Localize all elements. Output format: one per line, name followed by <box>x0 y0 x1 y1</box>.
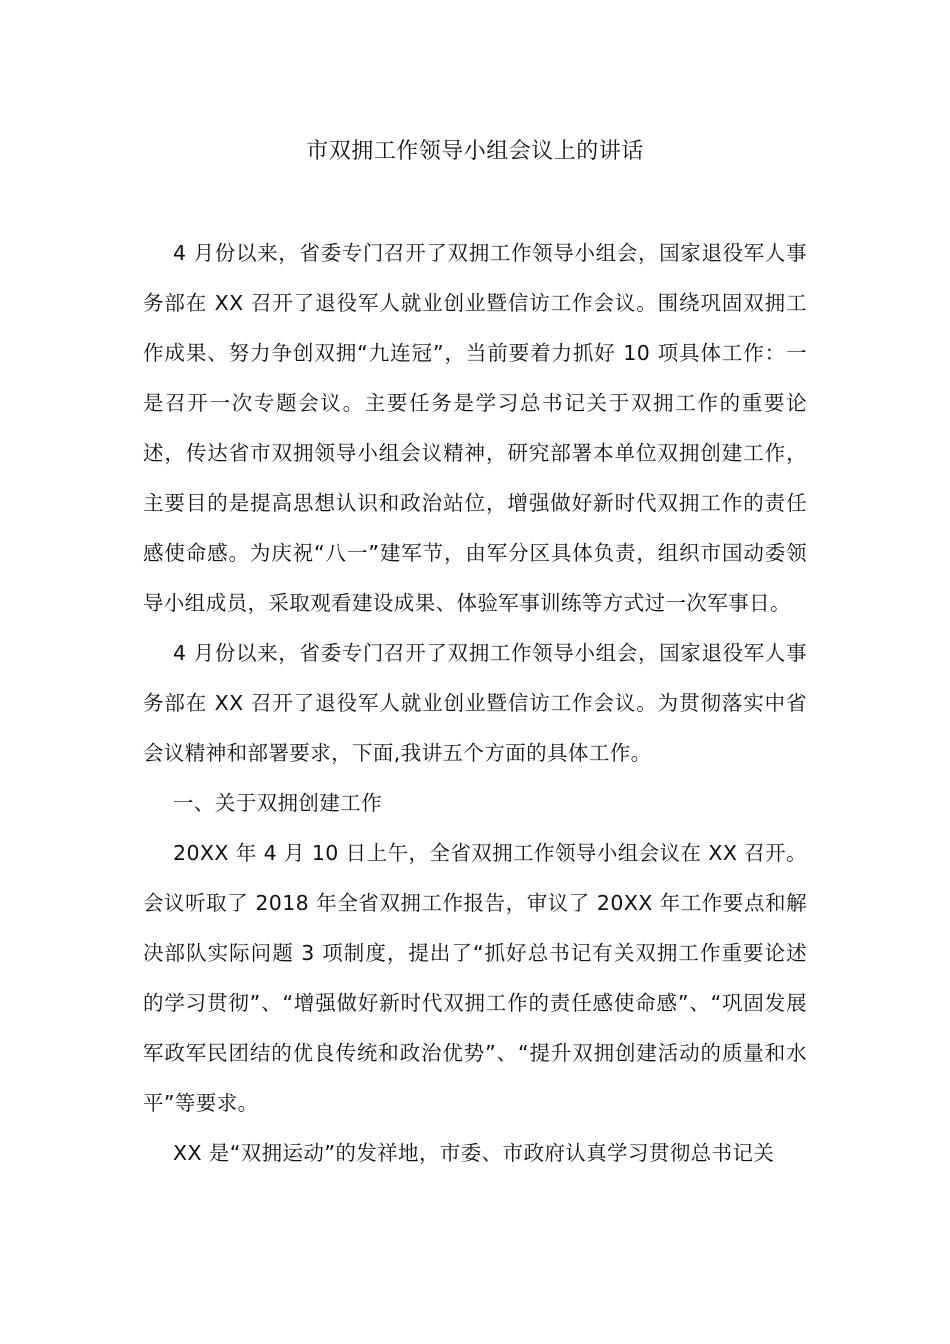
section-heading-1: 一、关于双拥创建工作 <box>173 791 382 815</box>
paragraph-1: 4 月份以来，省委专门召开了双拥工作领导小组会，国家退役军人事务部在 XX 召开了退役军人就业创业暨信访工作会议。围绕巩固双拥工作成果、努力争创双拥“九连冠”，当前要着力抓好 10 项具体工作：一是召开一次专题会议。主要任务是学习总书记关于双拥工作的重要论述，传达省市双拥领导小组会议精神，研究部署本单位双拥创建工作， 主要目的是提高思想认识和政治站位，增强做好新时代双拥工作的责任感使命感。为庆祝“八一”建军节，由军分区具体负责，组织市国动委领导小组成员，采取观看建设成果、体验军事训练等方式过一次军事日。 <box>143 241 807 615</box>
paragraph-3: 20XX 年 4 月 10 日上午，全省双拥工作领导小组会议在 XX 召开。会议听取了 2018 年全省双拥工作报告，审议了 20XX 年工作要点和解决部队实际问题 3 项制度，提出了“抓好总书记有关双拥工作重要论述的学习贯彻”、“增强做好新时代双拥工作的责任感使命感”、“巩固发展军政军民团结的优良传统和政治优势”、“提升双拥创建活动的质量和水平”等要求。 <box>143 841 807 1115</box>
document-body <box>143 228 807 1178</box>
document-title: 市双拥工作领导小组会议上的讲话 <box>306 139 644 164</box>
paragraph-2: 4 月份以来，省委专门召开了双拥工作领导小组会，国家退役军人事务部在 XX 召开了退役军人就业创业暨信访工作会议。为贯彻落实中省会议精神和部署要求，下面,我讲五个方面的具体工作。 <box>143 641 807 765</box>
paragraph-4: XX 是“双拥运动”的发祥地，市委、市政府认真学习贯彻总书记关 <box>173 1141 775 1165</box>
